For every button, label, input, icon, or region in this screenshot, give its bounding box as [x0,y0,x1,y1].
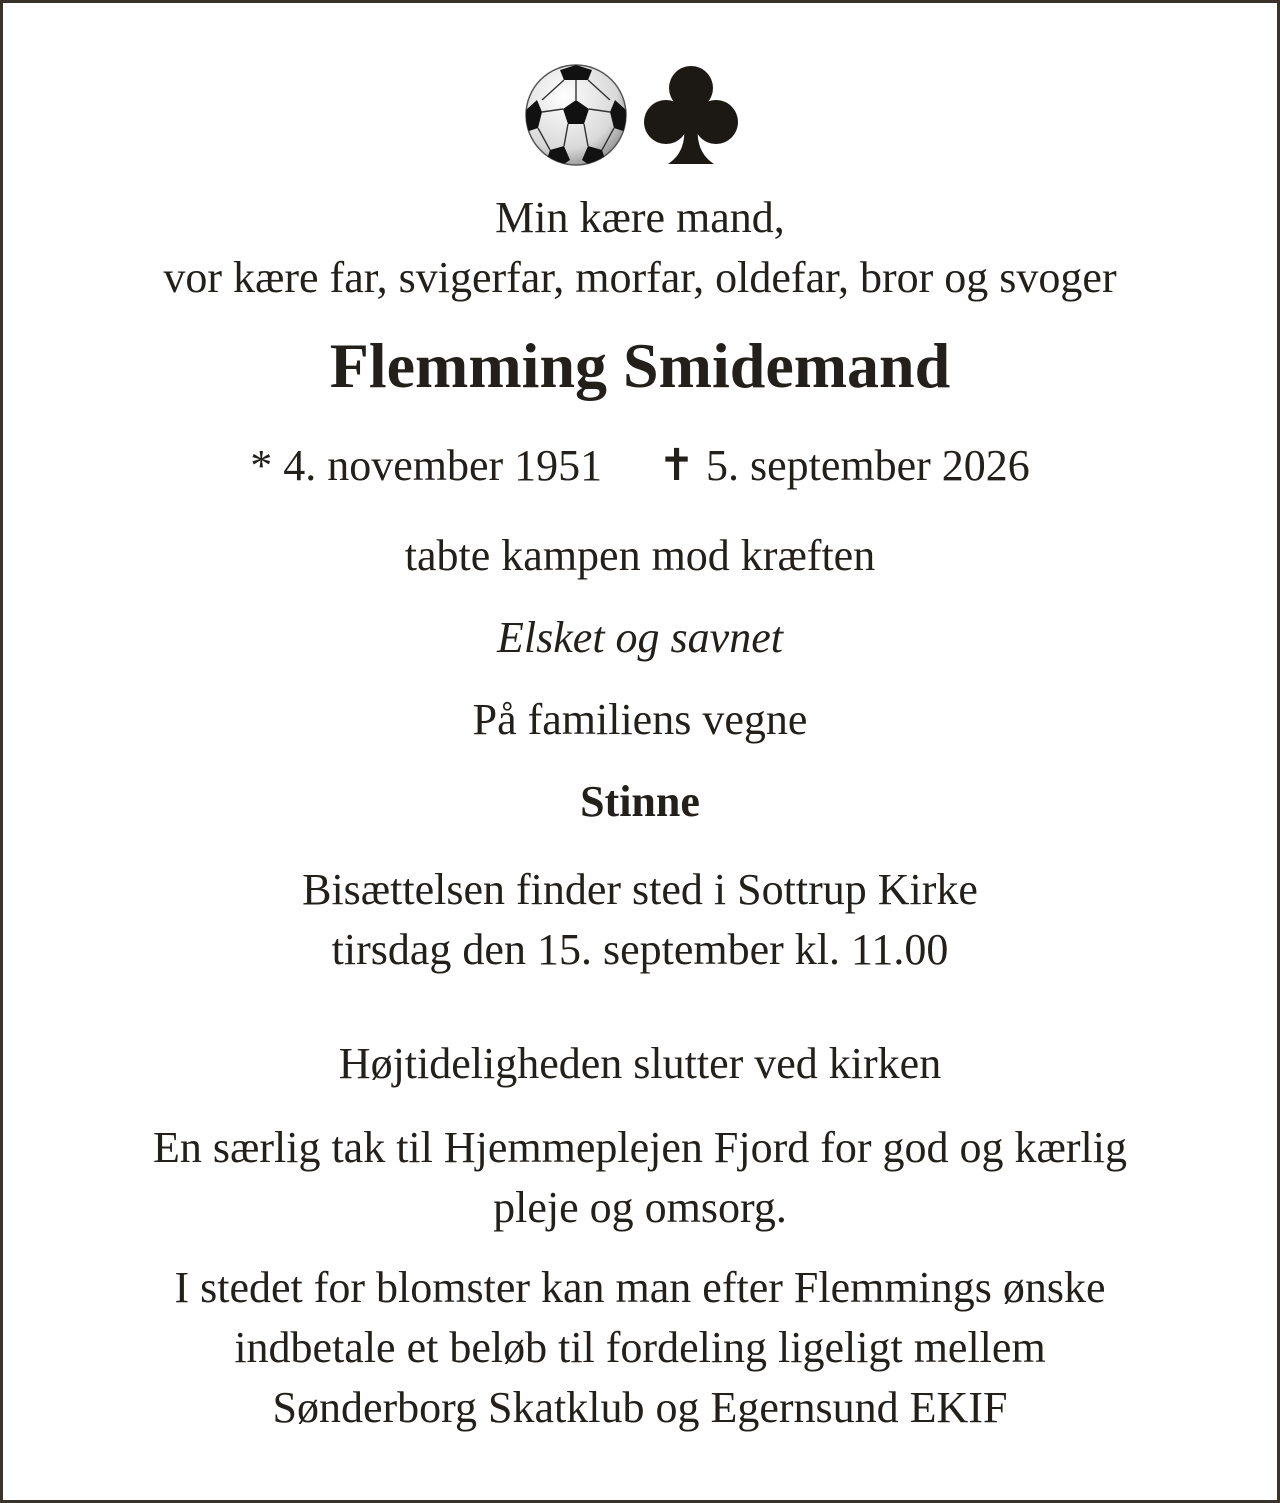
signer-name: Stinne [580,777,700,826]
cause-text: tabte kampen mod kræften [404,531,876,580]
donation-line-2: indbetale et beløb til fordeling ligeligt mellem [234,1323,1046,1372]
motto-text: Elsket og savnet [497,613,783,662]
ending-text: Højtideligheden slutter ved kirken [338,1039,942,1088]
death-date: ✝ 5. september 2026 [658,441,1030,490]
club-suit-icon [642,64,740,166]
funeral-line-2: tirsdag den 15. september kl. 11.00 [331,925,949,974]
on-behalf-text: På familiens vegne [472,695,808,744]
birth-date: * 4. november 1951 [250,441,603,490]
funeral-line-1: Bisættelsen finder sted i Sottrup Kirke [302,865,978,914]
donation-line-3: Sønderborg Skatklub og Egernsund EKIF [272,1383,1008,1432]
thanks-line-1: En særlig tak til Hjemmeplejen Fjord for god og kærlig [153,1123,1127,1172]
intro-line-1: Min kære mand, [495,193,785,242]
intro-line-2: vor kære far, svigerfar, morfar, oldefar, bror og svoger [163,253,1117,302]
thanks-line-2: pleje og omsorg. [493,1183,787,1232]
deceased-name: Flemming Smidemand [329,330,951,401]
life-dates [0,441,1280,490]
donation-line-1: I stedet for blomster kan man efter Flemmings ønske [174,1263,1106,1312]
